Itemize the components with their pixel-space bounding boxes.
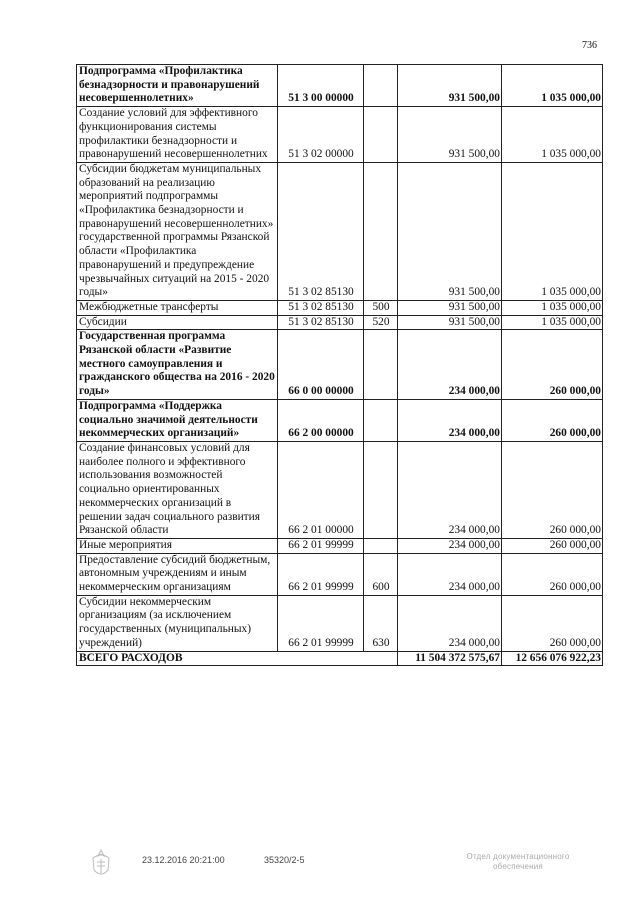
row-amount-2017: 1 035 000,00 — [502, 162, 603, 300]
row-amount-2016: 931 500,00 — [398, 65, 502, 107]
row-code: 66 2 01 99999 — [278, 553, 364, 595]
budget-table — [76, 64, 603, 666]
row-code: 51 3 02 00000 — [278, 107, 364, 163]
row-amount-2017: 1 035 000,00 — [502, 315, 603, 330]
row-expense-type — [364, 538, 398, 553]
row-amount-2017: 1 035 000,00 — [502, 107, 603, 163]
row-amount-2016: 234 000,00 — [398, 595, 502, 651]
table-row — [77, 441, 603, 538]
row-amount-2017: 1 035 000,00 — [502, 65, 603, 107]
table-row — [77, 107, 603, 163]
table-row — [77, 553, 603, 595]
row-amount-2017: 260 000,00 — [502, 595, 603, 651]
row-code: 66 2 01 00000 — [278, 441, 364, 538]
budget-table-body — [77, 65, 603, 666]
row-expense-type: 600 — [364, 553, 398, 595]
row-amount-2017: 260 000,00 — [502, 553, 603, 595]
row-code: 51 3 02 85130 — [278, 315, 364, 330]
row-name: Подпрограмма «Профилактика безнадзорности и правонарушений несовершеннолетних» — [77, 65, 278, 107]
row-amount-2016: 931 500,00 — [398, 300, 502, 315]
table-row — [77, 595, 603, 651]
row-amount-2016: 234 000,00 — [398, 330, 502, 400]
row-code: 51 3 02 85130 — [278, 300, 364, 315]
total-amount-2017: 12 656 076 922,23 — [502, 651, 603, 666]
row-name: Межбюджетные трансферты — [77, 300, 278, 315]
row-expense-type — [364, 441, 398, 538]
row-amount-2016: 234 000,00 — [398, 399, 502, 441]
table-row — [77, 162, 603, 300]
row-code: 66 2 01 99999 — [278, 595, 364, 651]
table-row — [77, 538, 603, 553]
table-row — [77, 399, 603, 441]
row-code: 51 3 00 00000 — [278, 65, 364, 107]
row-amount-2016: 931 500,00 — [398, 162, 502, 300]
row-expense-type — [364, 162, 398, 300]
row-amount-2017: 260 000,00 — [502, 330, 603, 400]
row-amount-2017: 260 000,00 — [502, 441, 603, 538]
footer-datetime: 23.12.2016 20:21:00 — [142, 855, 225, 865]
table-row — [77, 315, 603, 330]
department-stamp: Отдел документационного обеспечения — [466, 852, 570, 871]
row-expense-type: 500 — [364, 300, 398, 315]
row-name: Создание финансовых условий для наиболее полного и эффективного использования возможностей социально ориентированных некоммерческих организаций в решении задач социального развития Рязанской области — [77, 441, 278, 538]
row-name: Предоставление субсидий бюджетным, автономным учреждениям и иным некоммерческим организациям — [77, 553, 278, 595]
row-code: 66 2 00 00000 — [278, 399, 364, 441]
table-row — [77, 65, 603, 107]
table-row — [77, 330, 603, 400]
emblem-icon — [88, 848, 114, 880]
row-name: Субсидии бюджетам муниципальных образований на реализацию мероприятий подпрограммы «Профилактика безнадзорности и правонарушений несовершеннолетних» государственной программы Рязанской области «Профилактика правонарушений и предупреждение чрезвычайных ситуаций на 2015 - 2020 годы» — [77, 162, 278, 300]
table-row — [77, 300, 603, 315]
row-expense-type — [364, 399, 398, 441]
row-code: 66 2 01 99999 — [278, 538, 364, 553]
row-name: Подпрограмма «Поддержка социально значимой деятельности некоммерческих организаций» — [77, 399, 278, 441]
row-expense-type: 630 — [364, 595, 398, 651]
row-expense-type — [364, 65, 398, 107]
row-name: Иные мероприятия — [77, 538, 278, 553]
row-amount-2016: 931 500,00 — [398, 315, 502, 330]
row-name: Субсидии — [77, 315, 278, 330]
row-code: 66 0 00 00000 — [278, 330, 364, 400]
page-number: 736 — [582, 40, 597, 51]
row-amount-2017: 260 000,00 — [502, 538, 603, 553]
total-amount-2016: 11 504 372 575,67 — [398, 651, 502, 666]
row-amount-2016: 234 000,00 — [398, 538, 502, 553]
row-amount-2016: 234 000,00 — [398, 553, 502, 595]
row-code: 51 3 02 85130 — [278, 162, 364, 300]
row-amount-2016: 931 500,00 — [398, 107, 502, 163]
row-expense-type — [364, 330, 398, 400]
row-expense-type — [364, 107, 398, 163]
footer-doc-id: 35320/2-5 — [264, 855, 305, 865]
row-expense-type: 520 — [364, 315, 398, 330]
row-amount-2017: 1 035 000,00 — [502, 300, 603, 315]
total-row — [77, 651, 603, 666]
row-name: Субсидии некоммерческим организациям (за исключением государственных (муниципальных) учреждений) — [77, 595, 278, 651]
row-name: Государственная программа Рязанской области «Развитие местного самоуправления и гражданского общества на 2016 - 2020 годы» — [77, 330, 278, 400]
row-name: Создание условий для эффективного функционирования системы профилактики безнадзорности и правонарушений несовершеннолетних — [77, 107, 278, 163]
row-amount-2017: 260 000,00 — [502, 399, 603, 441]
row-amount-2016: 234 000,00 — [398, 441, 502, 538]
total-label: ВСЕГО РАСХОДОВ — [77, 651, 398, 666]
